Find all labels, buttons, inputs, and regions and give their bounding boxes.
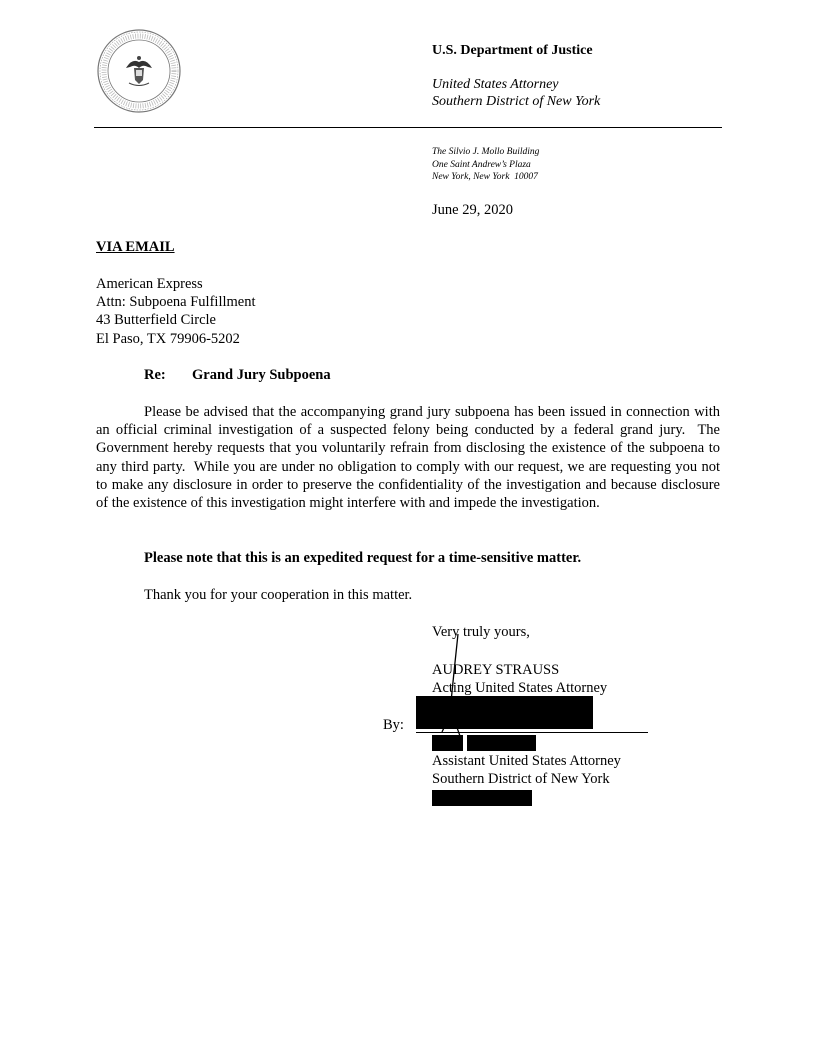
delivery-method: VIA EMAIL — [96, 239, 175, 255]
address-line-3: New York, New York 10007 — [432, 172, 538, 182]
by-label: By: — [383, 717, 404, 733]
office-block — [432, 76, 600, 110]
office-line-2: Southern District of New York — [432, 94, 601, 109]
signature-line — [416, 732, 648, 733]
ausa-title: Assistant United States Attorney — [432, 753, 621, 769]
expedited-note: Please note that this is an expedited request for a time-sensitive matter. — [144, 550, 582, 566]
redaction-last-name — [467, 735, 536, 751]
doj-seal-icon — [96, 28, 182, 114]
recipient-address — [96, 275, 256, 348]
office-line-1: United States Attorney — [432, 77, 559, 92]
recipient-line-3: 43 Butterfield Circle — [96, 312, 216, 329]
recipient-line-1: American Express — [96, 276, 203, 292]
thanks-line: Thank you for your cooperation in this matter. — [144, 587, 413, 603]
signer-title: Acting United States Attorney — [432, 680, 608, 697]
letter-date: June 29, 2020 — [432, 202, 513, 218]
signer-name: AUDREY STRAUSS — [432, 662, 560, 678]
recipient-line-4: El Paso, TX 79906-5202 — [96, 330, 240, 347]
header-divider — [94, 127, 722, 128]
closing: Very truly yours, — [432, 624, 530, 640]
redaction-contact — [432, 790, 532, 806]
recipient-line-2: Attn: Subpoena Fulfillment — [96, 294, 256, 311]
re-subject: Grand Jury Subpoena — [192, 367, 331, 383]
body-paragraph: Please be advised that the accompanying grand jury subpoena has been issued in connection with an official criminal investigation of a suspected felony being conducted by a federal grand jury. The Government hereby requests that you voluntarily refrain from disclosing the existence of the subpoena to any third party. While you are under no obligation to comply with our request, we are requesting you not to make any disclosure in order to preserve the confidentiality of the investigation and because disclosure of the existence of this investigation might interfere with and impede the investigation. — [96, 404, 724, 512]
redaction-signature — [416, 696, 593, 729]
department-name: U.S. Department of Justice — [432, 43, 593, 58]
redaction-first-name — [432, 735, 463, 751]
ausa-title-block — [432, 752, 621, 788]
ausa-district: Southern District of New York — [432, 771, 610, 788]
address-line-2: One Saint Andrew’s Plaza — [432, 159, 531, 170]
address-line-1: The Silvio J. Mollo Building — [432, 147, 540, 157]
office-address — [432, 146, 539, 184]
re-label: Re: — [144, 367, 166, 383]
